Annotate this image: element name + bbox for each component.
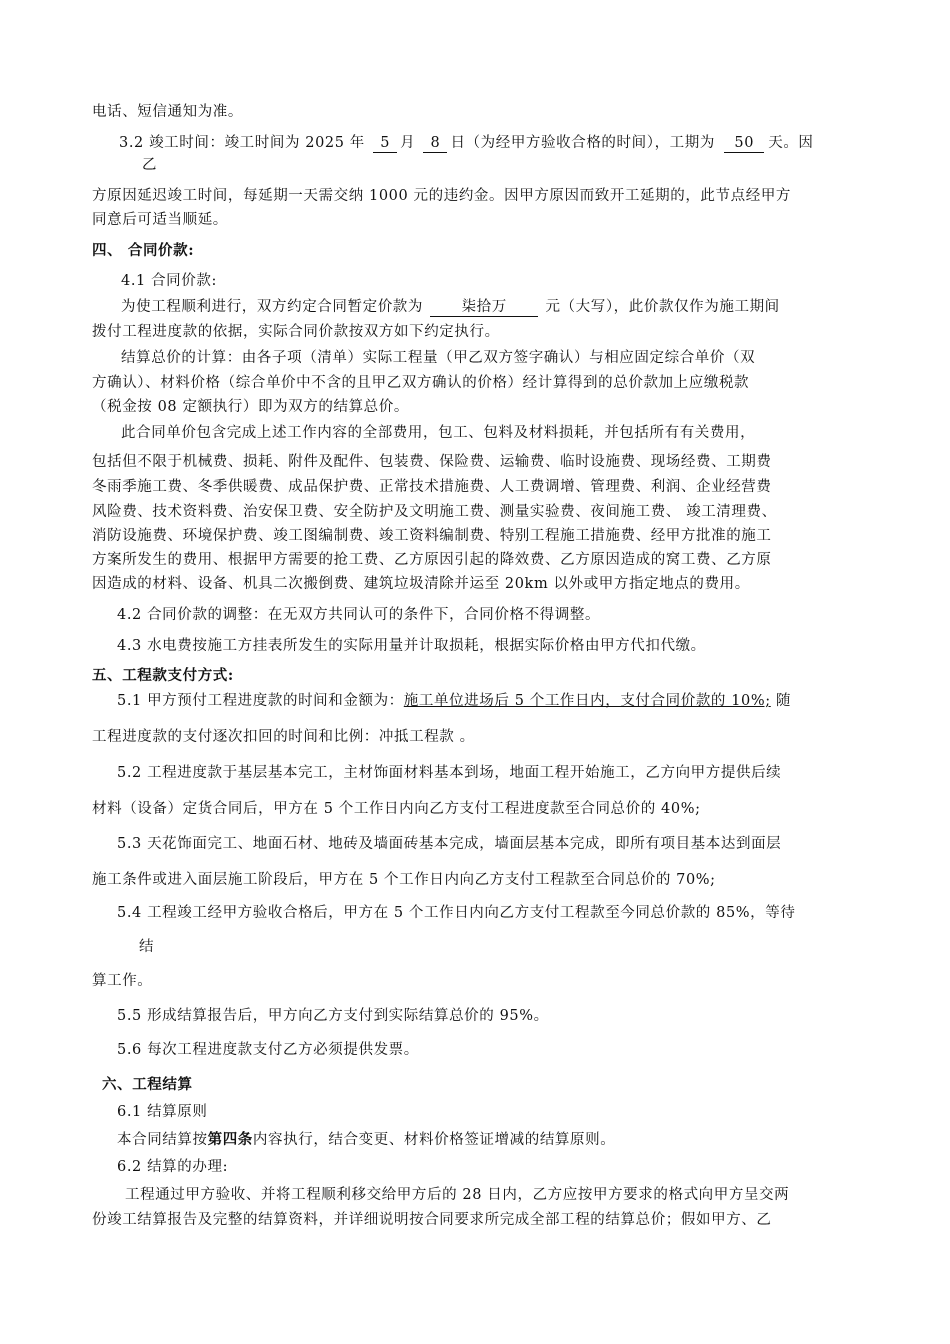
contract-price-line xyxy=(121,297,780,317)
paragraph-line: 方案所发生的费用、根据甲方需要的抢工费、乙方原因引起的降效费、乙方原因造成的窝工费、乙方原 xyxy=(92,552,772,568)
clause-5-4-wrap: 结 xyxy=(139,939,155,955)
paragraph-line: 工程通过甲方验收、并将工程顺利移交给甲方后的 28 日内，乙方应按甲方要求的格式向甲方呈交两 xyxy=(125,1187,790,1203)
paragraph-line: 包括但不限于机械费、损耗、附件及配件、包装费、保险费、运输费、临时设施费、现场经费、工期费 xyxy=(92,454,772,470)
paragraph-line: 方原因延迟竣工时间，每延期一天需交纳 1000 元的违约金。因甲方原因而致开工延期的，此节点经甲方 xyxy=(92,188,792,204)
completion-month: 5 xyxy=(373,134,397,153)
paragraph-line: 方确认）、材料价格（综合单价中不含的且甲乙双方确认的价格）经计算得到的总价款加上应缴税款 xyxy=(92,375,750,391)
paragraph-line: （税金按 08 定额执行）即为双方的结算总价。 xyxy=(92,399,409,415)
clause-6-1-title: 6.1 结算原则 xyxy=(117,1104,208,1120)
section-heading-4: 四、 合同价款: xyxy=(92,242,195,259)
paragraph-line: 此合同单价包含完成上述工作内容的全部费用，包工、包料及材料损耗，并包括所有有关费用， xyxy=(121,425,756,441)
paragraph-line: 冬雨季施工费、冬季供暖费、成品保护费、正常技术措施费、人工费调增、管理费、利润、企业经营费 xyxy=(92,479,772,495)
clause-6-1-text-b: 内容执行，结合变更、材料价格签证增减的结算原则。 xyxy=(252,1132,616,1148)
clause-6-2-title: 6.2 结算的办理: xyxy=(117,1159,229,1175)
section-heading-5: 五、工程款支付方式: xyxy=(92,667,234,684)
paragraph-line: 风险费、技术资料费、治安保卫费、安全防护及文明施工费、测量实验费、夜间施工费、 竣工清理费、 xyxy=(92,504,777,520)
clause-3-2-text-c: 日（为经甲方验收合格的时间），工期为 xyxy=(450,135,715,151)
clause-5-5: 5.5 形成结算报告后，甲方向乙方支付到实际结算总价的 95%。 xyxy=(117,1008,549,1024)
clause-6-1-line xyxy=(117,1130,615,1150)
paragraph-line: 同意后可适当顺延。 xyxy=(92,212,228,228)
paragraph-line: 材料（设备）定货合同后，甲方在 5 个工作日内向乙方支付工程进度款至合同总价的 40%; xyxy=(92,801,701,817)
clause-5-3: 5.3 天花饰面完工、地面石材、地砖及墙面砖基本完成，墙面层基本完成，即所有项目基本达到面层 xyxy=(117,836,782,852)
clause-4-3: 4.3 水电费按施工方挂表所发生的实际用量并计取损耗，根据实际价格由甲方代扣代缴。 xyxy=(117,638,706,654)
contract-price-text-a: 为使工程顺利进行，双方约定合同暂定价款为 xyxy=(121,299,423,315)
clause-3-2-line xyxy=(119,133,814,153)
contract-price-text-b: 元（大写），此价款仅作为施工期间 xyxy=(545,299,780,315)
paragraph-line: 电话、短信通知为准。 xyxy=(92,104,243,120)
clause-3-2-text-a: 3.2 竣工时间：竣工时间为 2025 年 xyxy=(119,135,365,151)
clause-5-1-line xyxy=(117,691,791,711)
duration-days: 50 xyxy=(724,134,764,153)
clause-3-2-text-d: 天。因 xyxy=(768,135,814,151)
clause-5-1-underlined: 施工单位进场后 5 个工作日内，支付合同价款的 10%; xyxy=(403,693,771,709)
clause-4-2: 4.2 合同价款的调整：在无双方共同认可的条件下，合同价格不得调整。 xyxy=(117,607,601,623)
clause-6-1-text-a: 本合同结算按 xyxy=(117,1132,208,1148)
paragraph-line: 工程进度款的支付逐次扣回的时间和比例：冲抵工程款 。 xyxy=(92,729,475,745)
clause-6-1-bold-ref: 第四条 xyxy=(207,1131,253,1148)
clause-3-2-text-b: 月 xyxy=(400,135,416,151)
clause-3-2-wrap: 乙 xyxy=(142,157,158,173)
clause-5-2: 5.2 工程进度款于基层基本完工，主材饰面材料基本到场，地面工程开始施工，乙方向甲方提供后续 xyxy=(117,765,782,781)
clause-5-1-text-a: 5.1 甲方预付工程进度款的时间和金额为： xyxy=(117,693,404,709)
paragraph-line: 消防设施费、环境保护费、竣工图编制费、竣工资料编制费、特别工程施工措施费、经甲方批准的施工 xyxy=(92,528,772,544)
section-heading-6: 六、工程结算 xyxy=(102,1076,193,1093)
paragraph-line: 施工条件或进入面层施工阶段后，甲方在 5 个工作日内向乙方支付工程款至合同总价的 70%; xyxy=(92,872,716,888)
paragraph-line: 份竣工结算报告及完整的结算资料，并详细说明按合同要求所完成全部工程的结算总价；假如甲方、乙 xyxy=(92,1212,772,1228)
paragraph-line: 结算总价的计算：由各子项（清单）实际工程量（甲乙双方签字确认）与相应固定综合单价（双 xyxy=(121,350,756,366)
clause-5-4: 5.4 工程竣工经甲方验收合格后，甲方在 5 个工作日内向乙方支付工程款至今同总价款的 85%，等待 xyxy=(117,905,796,921)
clause-4-1-title: 4.1 合同价款: xyxy=(121,273,217,289)
clause-5-1-text-b: 随 xyxy=(770,693,792,709)
completion-day: 8 xyxy=(423,134,447,153)
paragraph-line: 因造成的材料、设备、机具二次搬倒费、建筑垃圾清除并运至 20km 以外或甲方指定地点的费用。 xyxy=(92,576,750,592)
paragraph-line: 拨付工程进度款的依据，实际合同价款按双方如下约定执行。 xyxy=(92,324,500,340)
paragraph-line: 算工作。 xyxy=(92,973,153,989)
clause-5-6: 5.6 每次工程进度款支付乙方必须提供发票。 xyxy=(117,1042,419,1058)
contract-amount: 柒拾万 xyxy=(430,298,538,317)
